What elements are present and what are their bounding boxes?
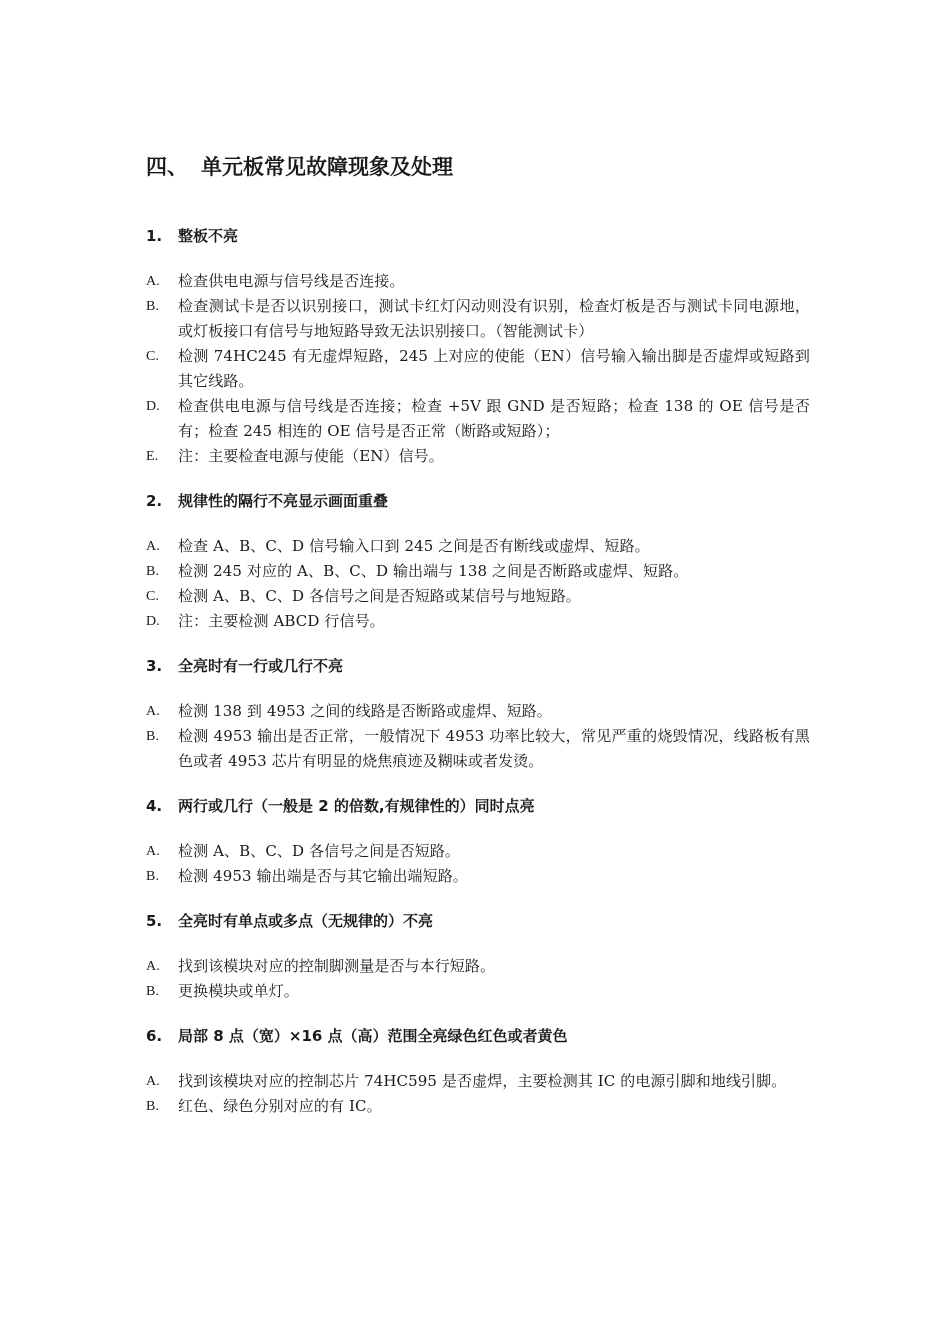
item-text: 红色、绿色分别对应的有 IC。 [178, 1097, 382, 1115]
item-marker: B. [146, 1099, 160, 1114]
list-item [146, 609, 810, 634]
item-text: 检查供电电源与信号线是否连接。 [178, 272, 405, 290]
item-text: 检查测试卡是否以识别接口，测试卡红灯闪动则没有识别，检查灯板是否与测试卡同电源地，或灯板接口有信号与地短路导致无法识别接口。（智能测试卡） [178, 297, 810, 340]
list-item [146, 1069, 810, 1094]
list-item [146, 344, 810, 394]
item-list [146, 954, 810, 1004]
list-item [146, 584, 810, 609]
list-item [146, 839, 810, 864]
item-marker: B. [146, 984, 160, 999]
item-marker: C. [146, 589, 160, 604]
list-item [146, 1094, 810, 1119]
section-1 [146, 224, 810, 469]
list-item [146, 269, 810, 294]
section-2 [146, 489, 810, 634]
item-marker: A. [146, 539, 160, 554]
item-text: 检测 A、B、C、D 各信号之间是否短路。 [178, 842, 460, 860]
section-title: 规律性的隔行不亮显示画面重叠 [178, 492, 389, 510]
chapter-title: 单元板常见故障现象及处理 [201, 155, 453, 179]
item-marker: C. [146, 349, 160, 364]
list-item [146, 979, 810, 1004]
item-list [146, 839, 810, 889]
list-item [146, 294, 810, 344]
section-number: 5. [146, 912, 163, 930]
document-page [146, 150, 810, 1139]
section-number: 3. [146, 657, 163, 675]
list-item [146, 534, 810, 559]
item-text: 检查 A、B、C、D 信号输入口到 245 之间是否有断线或虚焊、短路。 [178, 537, 650, 555]
section-heading [146, 489, 810, 513]
item-list [146, 269, 810, 469]
section-number: 4. [146, 797, 163, 815]
section-3 [146, 654, 810, 774]
item-text: 更换模块或单灯。 [178, 982, 299, 1000]
list-item [146, 444, 810, 469]
section-heading [146, 654, 810, 678]
chapter-number: 四、 [146, 155, 188, 179]
section-heading [146, 794, 810, 818]
item-text: 检测 245 对应的 A、B、C、D 输出端与 138 之间是否断路或虚焊、短路。 [178, 562, 689, 580]
item-text: 找到该模块对应的控制芯片 74HC595 是否虚焊，主要检测其 IC 的电源引脚和地线引脚。 [178, 1072, 787, 1090]
item-marker: A. [146, 959, 160, 974]
item-marker: A. [146, 1074, 160, 1089]
chapter-heading [146, 150, 810, 184]
list-item [146, 699, 810, 724]
item-text: 检测 4953 输出是否正常，一般情况下 4953 功率比较大，常见严重的烧毁情况，线路板有黑色或者 4953 芯片有明显的烧焦痕迹及糊味或者发烫。 [178, 727, 810, 770]
sections-container [146, 224, 810, 1119]
item-marker: A. [146, 844, 160, 859]
item-marker: B. [146, 869, 160, 884]
item-marker: A. [146, 704, 160, 719]
item-text: 检测 4953 输出端是否与其它输出端短路。 [178, 867, 468, 885]
section-title: 整板不亮 [178, 227, 239, 245]
section-title: 全亮时有一行或几行不亮 [178, 657, 344, 675]
section-title: 全亮时有单点或多点（无规律的）不亮 [178, 912, 434, 930]
item-marker: B. [146, 299, 160, 314]
item-text: 注：主要检测 ABCD 行信号。 [178, 612, 385, 630]
item-text: 找到该模块对应的控制脚测量是否与本行短路。 [178, 957, 496, 975]
list-item [146, 864, 810, 889]
section-5 [146, 909, 810, 1004]
item-marker: B. [146, 729, 160, 744]
item-marker: E. [146, 449, 159, 464]
item-text: 检查供电电源与信号线是否连接；检查 +5V 跟 GND 是否短路；检查 138 的 OE 信号是否有；检查 245 相连的 OE 信号是否正常（断路或短路）； [178, 397, 810, 440]
section-6 [146, 1024, 810, 1119]
list-item [146, 954, 810, 979]
section-heading [146, 1024, 810, 1048]
item-marker: D. [146, 399, 160, 414]
item-text: 检测 138 到 4953 之间的线路是否断路或虚焊、短路。 [178, 702, 552, 720]
item-marker: D. [146, 614, 160, 629]
list-item [146, 394, 810, 444]
item-marker: A. [146, 274, 160, 289]
section-heading [146, 909, 810, 933]
section-4 [146, 794, 810, 889]
section-number: 2. [146, 492, 163, 510]
section-heading [146, 224, 810, 248]
list-item [146, 724, 810, 774]
list-item [146, 559, 810, 584]
item-marker: B. [146, 564, 160, 579]
item-text: 注：主要检查电源与使能（EN）信号。 [178, 447, 444, 465]
section-number: 1. [146, 227, 163, 245]
section-number: 6. [146, 1027, 163, 1045]
item-list [146, 699, 810, 774]
item-text: 检测 A、B、C、D 各信号之间是否短路或某信号与地短路。 [178, 587, 581, 605]
section-title: 局部 8 点（宽）×16 点（高）范围全亮绿色红色或者黄色 [178, 1027, 568, 1045]
item-list [146, 534, 810, 634]
section-title: 两行或几行（一般是 2 的倍数,有规律性的）同时点亮 [178, 797, 535, 815]
item-list [146, 1069, 810, 1119]
item-text: 检测 74HC245 有无虚焊短路，245 上对应的使能（EN）信号输入输出脚是否虚焊或短路到其它线路。 [178, 347, 810, 390]
